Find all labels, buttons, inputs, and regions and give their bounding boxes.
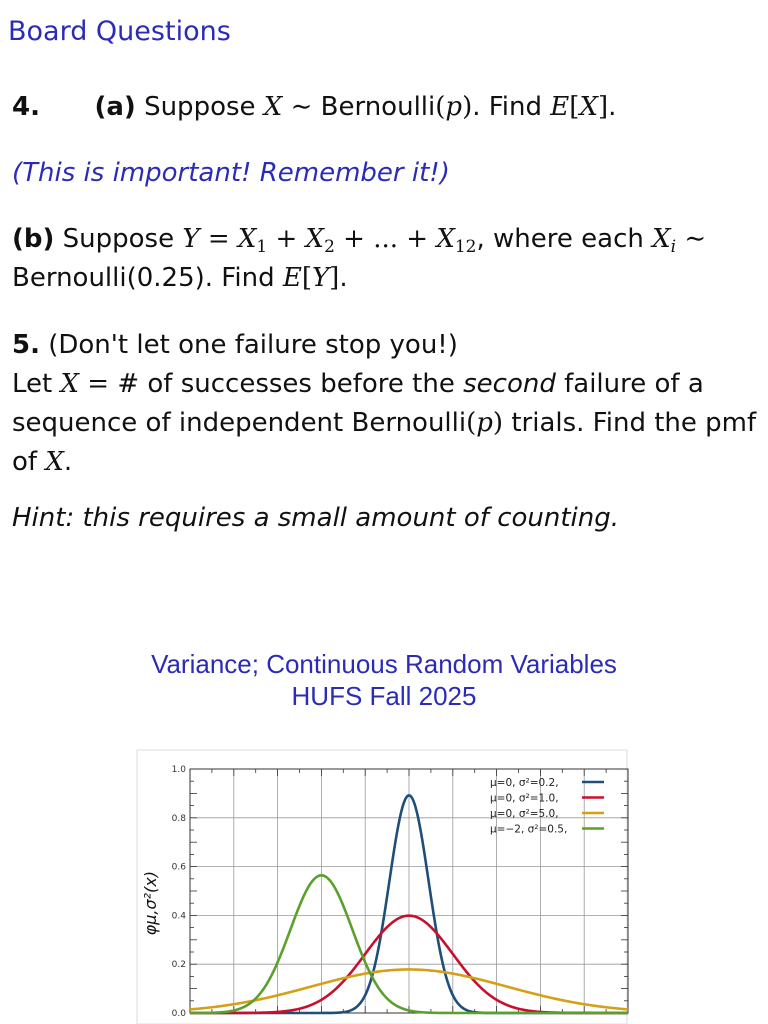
footer-subtitle: HUFS Fall 2025 xyxy=(291,681,477,711)
chart-ticks xyxy=(172,765,628,1019)
y-tick-label: 0.8 xyxy=(171,813,186,824)
footer-title: Variance; Continuous Random Variables xyxy=(151,649,617,679)
q4-note: (This is important! Remember it!) xyxy=(12,158,450,188)
q5-line1-text: (Don't let one failure stop you!) xyxy=(48,330,458,360)
chart-legend xyxy=(490,777,604,836)
q4b-text1: Suppose xyxy=(62,224,175,254)
q5-line4a: of xyxy=(12,447,38,477)
q5-line2b: of successes before the xyxy=(147,369,455,399)
q4b-label: (b) xyxy=(12,224,55,254)
y-tick-label: 0.2 xyxy=(171,960,186,971)
q5-line4: of X. xyxy=(12,447,73,477)
q5-line2: Let X = # of successes before the second failure of a xyxy=(12,369,704,399)
section-heading: Board Questions xyxy=(8,16,231,47)
q5-line3b: trials. Find the pmf xyxy=(511,408,757,438)
chart-grid xyxy=(137,750,628,1024)
legend-label-2: μ=0, σ²=1.0, xyxy=(490,792,559,805)
q4-number: 4. xyxy=(12,92,40,122)
q5-line2a: Let xyxy=(12,369,53,399)
q5-line2c: second xyxy=(463,369,556,399)
q4a-label: (a) xyxy=(94,92,136,122)
q5-line3a: sequence of independent Bernoulli xyxy=(12,408,467,438)
q4b-text2: , where each xyxy=(476,224,644,254)
q5-line3: sequence of independent Bernoulli(p) trials. Find the pmf xyxy=(12,408,757,438)
q4-part-b-line2: Bernoulli(0.25). Find E[Y]. xyxy=(12,263,348,293)
legend-label-1: μ=0, σ²=0.2, xyxy=(490,777,559,789)
q4a-text3: . Find xyxy=(472,92,543,122)
normal-distribution-chart xyxy=(136,740,636,1024)
y-tick-label: 0.6 xyxy=(171,862,186,873)
q5-line2d: failure of a xyxy=(564,369,704,399)
q5-hint: Hint: this requires a small amount of counting. xyxy=(12,503,620,533)
q4-part-a: 4. (a) Suppose X ∼ Bernoulli(p). Find E[X]. xyxy=(12,92,617,122)
legend-label-4: μ=−2, σ²=0.5, xyxy=(490,823,568,836)
q4a-text1: Suppose xyxy=(144,92,256,122)
q5-number: 5. xyxy=(12,330,40,360)
q4-part-b-line1: (b) Suppose $Y = X_1 + X_2$ + ... + $X_{12}$, where each $X_i$ ∼ xyxy=(12,224,707,257)
q5-line1 xyxy=(12,330,458,360)
chart-outer-border xyxy=(137,750,627,1024)
y-tick-label: 0.4 xyxy=(171,911,186,922)
y-tick-label: 1.0 xyxy=(171,765,186,775)
q4b-text3: Bernoulli(0.25). Find xyxy=(12,263,275,293)
y-axis-label: φμ,σ²(x) xyxy=(141,871,160,936)
q4a-text2: Bernoulli xyxy=(320,92,436,122)
y-tick-label: 0.0 xyxy=(171,1009,186,1019)
legend-label-3: μ=0, σ²=5.0, xyxy=(490,808,559,820)
